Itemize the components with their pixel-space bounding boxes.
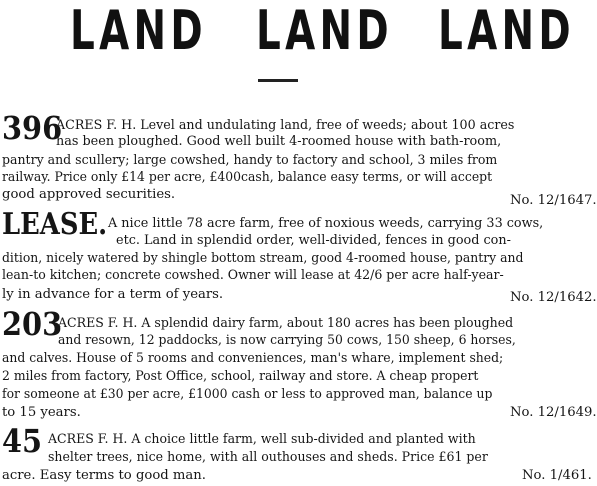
headline bbox=[0, 2, 597, 62]
listing-number: 203 bbox=[2, 305, 63, 343]
listing-line: ly in advance for a term of years. bbox=[2, 287, 224, 302]
listing-line: has been ploughed. Good well built 4-roomed house with bath-room, bbox=[56, 134, 502, 149]
divider-rule bbox=[258, 76, 298, 84]
listing-line: good approved securities. bbox=[2, 187, 176, 202]
listing-reference: No. 12/1642. bbox=[510, 290, 597, 305]
listing-reference: No. 12/1649. bbox=[510, 405, 597, 420]
listing-line: pantry and scullery; large cowshed, handy to factory and school, 3 miles from bbox=[2, 153, 498, 168]
listing-line: dition, nicely watered by shingle bottom stream, good 4-roomed house, pantry and bbox=[2, 251, 524, 266]
listing-reference: No. 12/1647. bbox=[510, 193, 597, 208]
listing-number: 45 bbox=[2, 422, 43, 460]
listing-line: ACRES F. H. A choice little farm, well sub-divided and planted with bbox=[48, 432, 476, 447]
listing-line: etc. Land in splendid order, well-divided, fences in good con- bbox=[116, 233, 511, 248]
listing-number: 396 bbox=[2, 109, 63, 147]
listing-line: shelter trees, nice home, with all outhouses and sheds. Price £61 per bbox=[48, 450, 488, 465]
headline-word-2: LAND bbox=[256, 0, 393, 62]
listing-line: ACRES F. H. Level and undulating land, free of weeds; about 100 acres bbox=[56, 118, 515, 133]
listing-line: 2 miles from factory, Post Office, school, railway and store. A cheap propert bbox=[2, 369, 479, 384]
listing-reference: No. 1/461. bbox=[522, 468, 592, 483]
headline-word-3: LAND bbox=[438, 0, 575, 62]
listing-line: and resown, 12 paddocks, is now carrying 50 cows, 150 sheep, 6 horses, bbox=[58, 333, 516, 348]
listing-line: railway. Price only £14 per acre, £400cash, balance easy terms, or will accept bbox=[2, 170, 493, 185]
listing-line: ACRES F. H. A splendid dairy farm, about 180 acres has been ploughed bbox=[58, 316, 514, 331]
listing-line: lean-to kitchen; concrete cowshed. Owner will lease at 42/6 per acre half-year- bbox=[2, 268, 504, 283]
listing-line: to 15 years. bbox=[2, 405, 81, 420]
listing-line: A nice little 78 acre farm, free of noxious weeds, carrying 33 cows, bbox=[108, 216, 544, 231]
divider-rule-bar bbox=[258, 79, 298, 82]
listing-line: and calves. House of 5 rooms and conveniences, man's whare, implement shed; bbox=[2, 351, 504, 366]
listing-number: LEASE. bbox=[2, 207, 108, 242]
headline-word-1: LAND bbox=[70, 0, 207, 62]
listing-line: for someone at £30 per acre, £1000 cash or less to approved man, balance up bbox=[2, 387, 493, 402]
listing-line: acre. Easy terms to good man. bbox=[2, 468, 206, 483]
